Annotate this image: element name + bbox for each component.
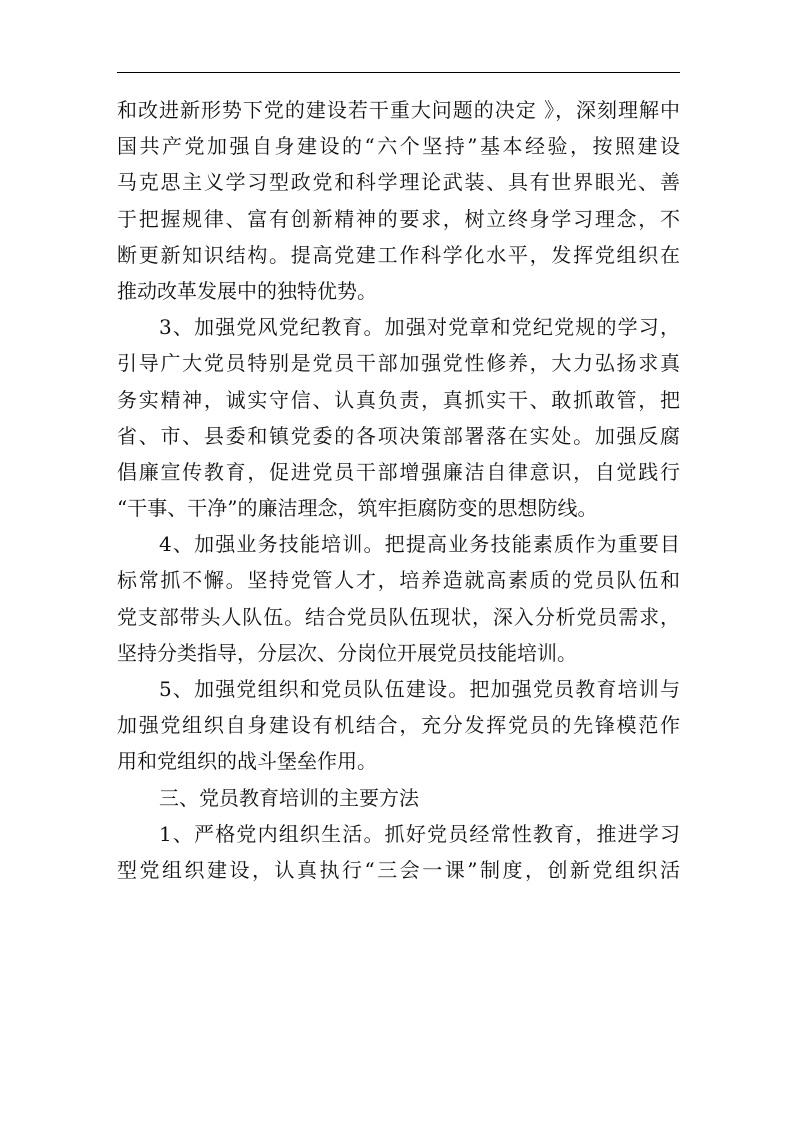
text-line: 1、严格党内组织生活。抓好党员经常性教育，推进学习: [159, 821, 680, 846]
text-line: 三、党员教育培训的主要方法: [159, 785, 419, 810]
text-line: “干事、干净”的廉洁理念，筑牢拒腐防变的思想防线。: [117, 496, 598, 521]
text-line: 引导广大党员特别是党员干部加强党性修养，大力弘扬求真: [117, 351, 680, 376]
text-line: 倡廉宣传教育，促进党员干部增强廉洁自律意识，自觉践行: [117, 459, 680, 484]
header-rule: [117, 72, 680, 73]
text-line: 国共产党加强自身建设的“六个坚持”基本经验，按照建设: [117, 134, 680, 159]
text-line: 省、市、县委和镇党委的各项决策部署落在实处。加强反腐: [117, 423, 680, 448]
text-line: 坚持分类指导，分层次、分岗位开展党员技能培训。: [117, 640, 577, 665]
text-line: 4、加强业务技能培训。把提高业务技能素质作为重要目: [159, 532, 680, 557]
text-line: 5、加强党组织和党员队伍建设。把加强党员教育培训与: [159, 677, 680, 701]
text-line: 于把握规律、富有创新精神的要求，树立终身学习理念，不: [117, 206, 680, 231]
text-line: 标常抓不懈。坚持党管人才，培养造就高素质的党员队伍和: [117, 568, 680, 593]
text-line: 推动改革发展中的独特优势。: [117, 278, 377, 303]
text-line: 和改进新形势下党的建设若干重大问题的决定 》，深刻理解中: [117, 98, 680, 122]
text-line: 马克思主义学习型政党和科学理论武装、具有世界眼光、善: [117, 170, 680, 195]
text-line: 加强党组织自身建设有机结合，充分发挥党员的先锋模范作: [117, 713, 680, 738]
text-line: 断更新知识结构。提高党建工作科学化水平，发挥党组织在: [117, 242, 680, 267]
text-line: 务实精神，诚实守信、认真负责，真抓实干、敢抓敢管，把: [117, 387, 680, 412]
text-line: 3、加强党风党纪教育。加强对党章和党纪党规的学习，: [159, 315, 680, 340]
text-line: 党支部带头人队伍。结合党员队伍现状，深入分析党员需求，: [117, 604, 680, 629]
text-line: 用和党组织的战斗堡垒作用。: [117, 749, 377, 774]
document-body: [117, 92, 680, 888]
text-line: 型党组织建设，认真执行“三会一课”制度，创新党组织活: [117, 857, 680, 882]
